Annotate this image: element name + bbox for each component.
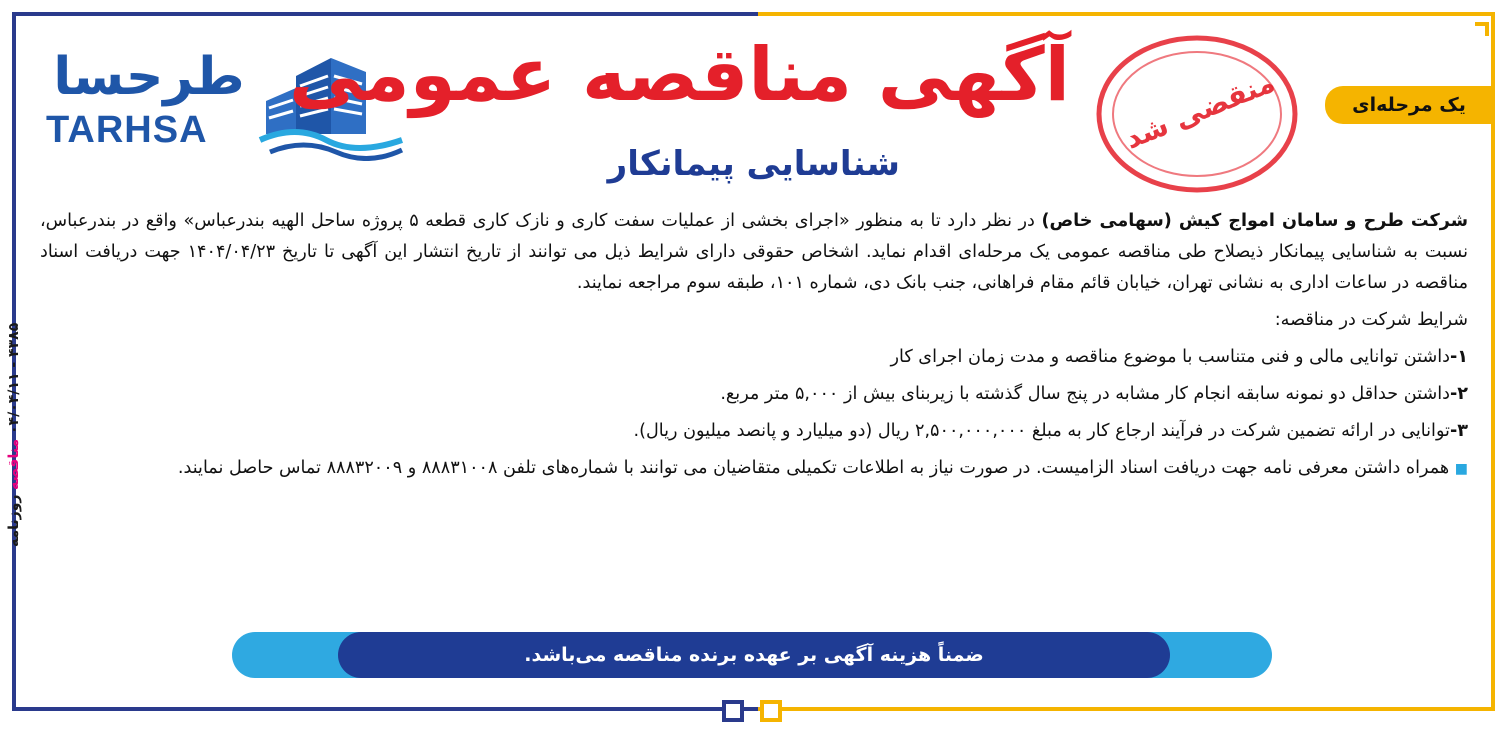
newspaper-issue-label	[2, 290, 26, 580]
expired-stamp	[1090, 30, 1304, 198]
page-subtitle: شناسایی پیمانکار	[607, 144, 900, 184]
footer-note: ضمناً هزینه آگهی بر عهده برنده مناقصه می‌باشد.	[338, 632, 1170, 678]
condition-number: ۲-	[1449, 384, 1468, 404]
condition-number: ۳-	[1449, 421, 1468, 441]
condition-text: توانایی در ارائه تضمین شرکت در فرآیند ارجاع کار به مبلغ ۲,۵۰۰,۰۰۰,۰۰۰ ریال (دو میلیارد و پانصد میلیون ریال).	[633, 421, 1450, 441]
logo-text-fa: طرحسا	[53, 47, 245, 107]
condition-text: داشتن حداقل دو نمونه سابقه انجام کار مشابه در پنج سال گذشته با زیربنای بیش از ۵,۰۰۰ متر مربع.	[720, 384, 1450, 404]
stamp-text: منقضی شد	[1120, 65, 1280, 156]
intro-text: در نظر دارد تا به منظور «اجرای بخشی از عملیات سفت کاری و نازک کاری قطعه ۵ پروژه ساحل الهیه بندرعباس» واقع در بندرعباس، نسبت به شناسایی پیمانکار ذیصلاح طی مناقصه عمومی یک مرحله‌ای اقدام نماید. اشخاص حقوقی دارای شرایط ذیل می توانند از تاریخ انتشار این آگهی تا تاریخ ۱۴۰۴/۰۴/۲۳ جهت دریافت اسناد مناقصه در ساعات اداری به نشانی تهران، خیابان قائم مقام فراهانی، جنب بانک دی، شماره ۱۰۱، طبقه سوم مراجعه نمایند.	[40, 211, 1469, 293]
condition-item	[40, 379, 1468, 410]
frame-square-gold	[760, 700, 782, 722]
company-name: شرکت طرح و سامان امواج کیش (سهامی خاص)	[1041, 211, 1468, 231]
corner-decoration	[1475, 22, 1489, 36]
condition-number: ۱-	[1449, 347, 1468, 367]
note-paragraph	[40, 453, 1468, 485]
square-bullet-icon: ■	[1454, 461, 1468, 477]
newspaper-name: مناقصه	[6, 438, 22, 490]
conditions-heading: شرایط شرکت در مناقصه:	[1274, 310, 1468, 330]
condition-item	[40, 342, 1468, 373]
logo-text-en: TARHSA	[46, 109, 208, 151]
note-text: همراه داشتن معرفی نامه جهت دریافت اسناد الزامیست. در صورت نیاز به اطلاعات تکمیلی متقاضیان می توانند با شماره‌های تلفن ۸۸۸۳۱۰۰۸ و ۸۸۸۳۲۰۰۹ تماس حاصل نمایند.	[177, 458, 1450, 478]
newspaper-issue: ۰۴/۰۴/۱۱ - ۴۳۸۵	[6, 322, 22, 434]
newspaper-prefix: روزنامه	[6, 494, 22, 548]
intro-paragraph	[40, 206, 1468, 299]
stage-tag: یک مرحله‌ای	[1325, 86, 1493, 124]
condition-item	[40, 416, 1468, 447]
condition-text: داشتن توانایی مالی و فنی متناسب با موضوع مناقصه و مدت زمان اجرای کار	[890, 347, 1450, 367]
page-title: آگهی مناقصه عمومی	[289, 32, 1070, 118]
announcement-body	[40, 206, 1468, 485]
frame-square-blue	[722, 700, 744, 722]
